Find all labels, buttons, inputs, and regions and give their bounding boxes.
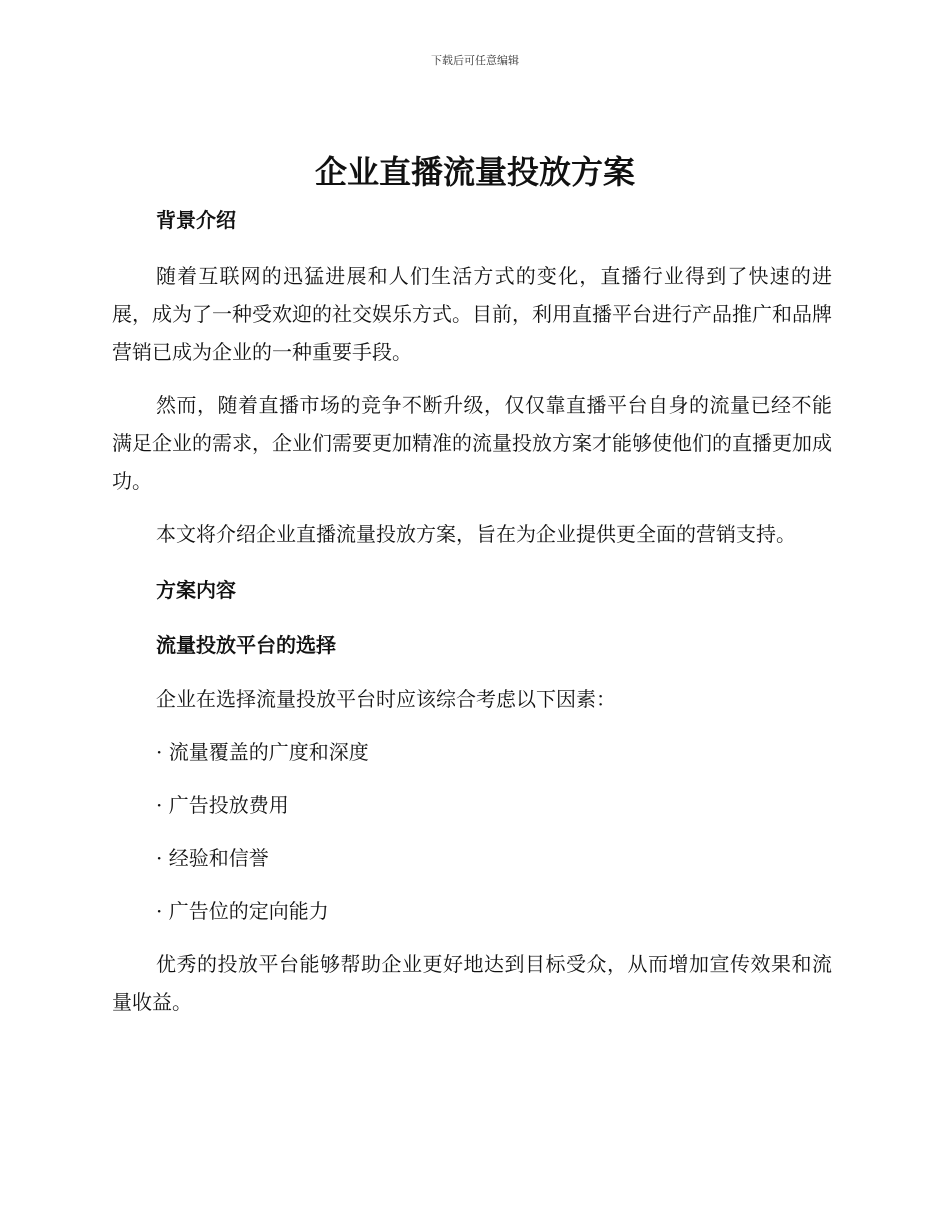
list-item-factor: · 广告投放费用 (156, 793, 289, 817)
spacer (112, 500, 832, 515)
spacer (112, 665, 832, 680)
spacer (112, 610, 832, 625)
list-item-factor: · 流量覆盖的广度和深度 (156, 740, 369, 764)
spacer (112, 371, 832, 386)
header-note: 下载后可任意编辑 (431, 54, 519, 67)
list-item-factor: · 广告位的定向能力 (156, 899, 329, 923)
spacer (112, 240, 832, 257)
spacer (112, 824, 832, 839)
document-body (112, 200, 832, 1021)
spacer (112, 553, 832, 570)
spacer (112, 718, 832, 733)
paragraph-background-3: 本文将介绍企业直播流量投放方案，旨在为企业提供更全面的营销支持。 (156, 522, 796, 546)
document-title: 企业直播流量投放方案 (314, 153, 635, 191)
spacer (112, 877, 832, 892)
spacer (112, 771, 832, 786)
section-heading-plan: 方案内容 (156, 578, 236, 602)
paragraph-background-1: 随着互联网的迅猛进展和人们生活方式的变化，直播行业得到了快速的进展，成为了一种受欢迎的社交娱乐方式。目前，利用直播平台进行产品推广和品牌营销已成为企业的一种重要手段。 (112, 264, 832, 364)
list-item-factor: · 经验和信誉 (156, 846, 269, 870)
section-heading-platform: 流量投放平台的选择 (156, 633, 336, 657)
paragraph-background-2: 然而，随着直播市场的竞争不断升级，仅仅靠直播平台自身的流量已经不能满足企业的需求，企业们需要更加精准的流量投放方案才能够使他们的直播更加成功。 (112, 393, 832, 493)
spacer (112, 930, 832, 945)
section-heading-background: 背景介绍 (156, 208, 236, 232)
paragraph-platform-summary: 优秀的投放平台能够帮助企业更好地达到目标受众，从而增加宣传效果和流量收益。 (112, 952, 832, 1014)
paragraph-platform-intro: 企业在选择流量投放平台时应该综合考虑以下因素： (156, 687, 616, 711)
